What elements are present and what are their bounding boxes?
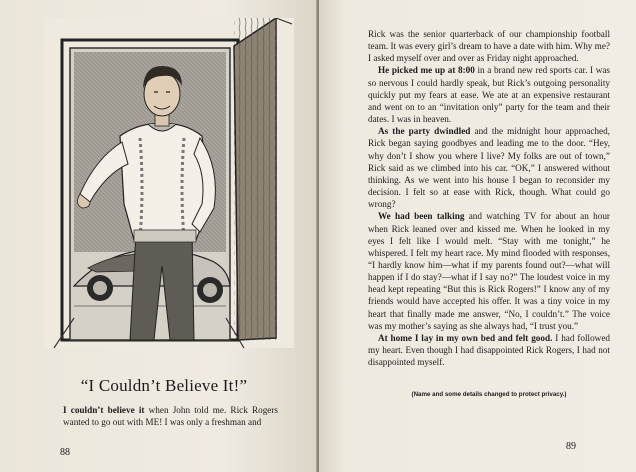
story-title: “I Couldn’t Believe It!”: [80, 376, 248, 395]
paragraph-lead: At home I lay in my own bed and felt good.: [378, 332, 553, 343]
story-body: [368, 28, 610, 368]
intro-lead: I couldn’t believe it: [63, 405, 145, 415]
page-number-left: 88: [60, 447, 70, 458]
paragraph: [368, 210, 610, 332]
illustration-drawing: [44, 18, 294, 348]
paragraph-lead: As the party dwindled: [378, 126, 471, 137]
paragraph-text: and watching TV for about an hour when Rick leaned over and kissed me. When he looked in my eyes I felt like I would melt. “Stay with me tonight,” he whispered. I felt my heart race. My mind flooded with responses, “I hardly know him—what if my parents found out?—what will happen if I do stay?—what if I say no?” The loudest voice in my head kept repeating “But this is Rick Rogers!” I know any of my friends would have accepted his offer. It was a tiny voice in my heart that finally made me answer, “No, I couldn’t.” The voice was my mother’s saying as she always had, “I trust you.”: [368, 211, 610, 331]
privacy-note: (Name and some details changed to protect privacy.): [411, 391, 567, 398]
paragraph-text: and the midnight hour approached, Rick began saying goodbyes and leading me to the door. “Hey, why don’t I show you where I live? My folks are out of town,” Rick said as we climbed into his car. “OK,” I answered without thinking. As we went into his house I began to reconsider my decision. I felt so at ease with Rick, though. What could go wrong?: [368, 126, 610, 210]
paragraph: [368, 28, 610, 64]
page-number-right: 89: [566, 441, 576, 452]
paragraph: [368, 125, 610, 210]
intro-paragraph: [63, 404, 278, 429]
paragraph-text: I had followed my heart. Even though I had disappointed Rick Rogers, I had not disappointed myself.: [368, 332, 610, 368]
paragraph-text: in a brand new red sports car. I was so nervous I could hardly speak, but Rick’s outgoing personality quickly put my fears at ease. We ate at an expensive restaurant and went on to an “invitation only” party for the team and their dates. I was in heaven.: [368, 65, 610, 125]
left-page: [0, 0, 317, 472]
paragraph: [368, 332, 610, 368]
paragraph-text: Rick was the senior quarterback of our championship football team. It was every girl’s dream to have a date with him. Why me? I asked myself over and over as Friday night approached.: [368, 29, 610, 64]
paragraph: [368, 64, 610, 125]
paragraph-lead: We had been talking: [378, 211, 465, 222]
intro-text: when John told me. Rick Rogers wanted to go out with ME! I was only a freshman and: [63, 405, 278, 428]
illustration: [44, 18, 294, 348]
paragraph-lead: He picked me up at 8:00: [378, 65, 475, 76]
